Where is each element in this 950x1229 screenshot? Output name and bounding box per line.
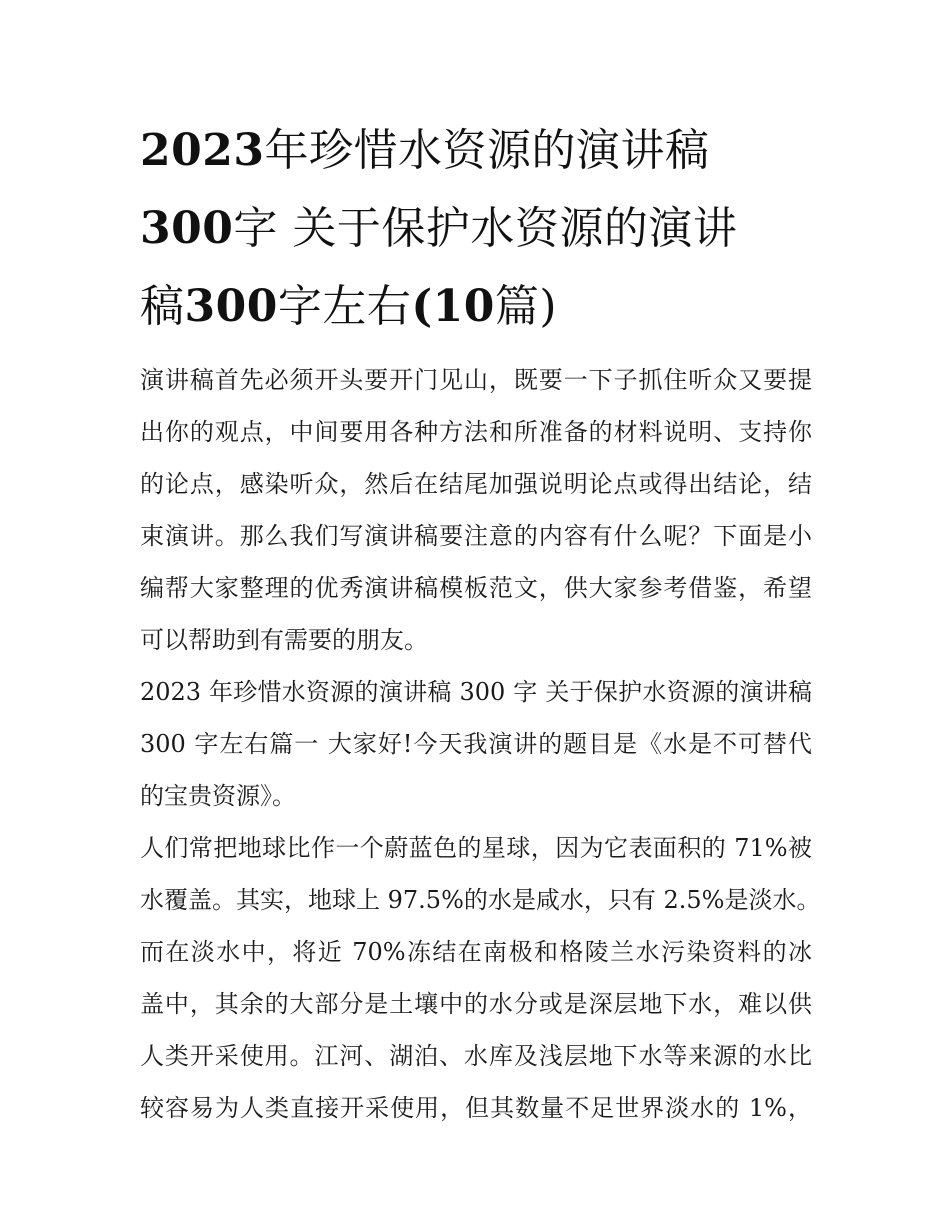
paragraph-line: 的宝贵资源》。 [140,782,296,810]
paragraph-line: 300 字左右篇一 大家好!今天我演讲的题目是《水是不可替代 [140,730,812,758]
paragraph-line: 出你的观点，中间要用各种方法和所准备的材料说明、支持你 [140,418,812,446]
paragraph-line: 而在淡水中，将近 70%冻结在南极和格陵兰水污染资料的冰 [140,938,812,966]
paragraph-line: 2023 年珍惜水资源的演讲稿 300 字 关于保护水资源的演讲稿 [140,678,812,706]
paragraph-line: 盖中，其余的大部分是土壤中的水分或是深层地下水，难以供 [140,990,812,1018]
paragraph-line: 编帮大家整理的优秀演讲稿模板范文，供大家参考借鉴，希望 [140,574,812,602]
paragraph-intro [140,354,812,666]
title-line: 300字 关于保护水资源的演讲 [140,203,738,254]
title-line: 2023年珍惜水资源的演讲稿 [140,125,710,176]
paragraph-line: 演讲稿首先必须开头要开门见山，既要一下子抓住听众又要提 [140,366,812,394]
paragraph-line: 人们常把地球比作一个蔚蓝色的星球，因为它表面积的 71%被 [140,834,812,862]
paragraph-line: 水覆盖。其实，地球上 97.5%的水是咸水，只有 2.5%是淡水。 [140,886,821,914]
paragraph-line: 较容易为人类直接开采使用，但其数量不足世界淡水的 1%， [140,1094,812,1122]
paragraph-line: 束演讲。那么我们写演讲稿要注意的内容有什么呢？下面是小 [140,522,812,550]
title-line: 稿300字左右(10篇) [140,281,558,332]
document-body [140,354,821,1134]
paragraph-line: 的论点，感染听众，然后在结尾加强说明论点或得出结论，结 [140,470,812,498]
paragraph-speech-heading [140,666,812,822]
document-title [140,112,812,346]
paragraph-water-facts [140,822,821,1134]
paragraph-line: 可以帮助到有需要的朋友。 [140,626,428,654]
paragraph-line: 人类开采使用。江河、湖泊、水库及浅层地下水等来源的水比 [140,1042,812,1070]
document-page [140,112,821,1134]
